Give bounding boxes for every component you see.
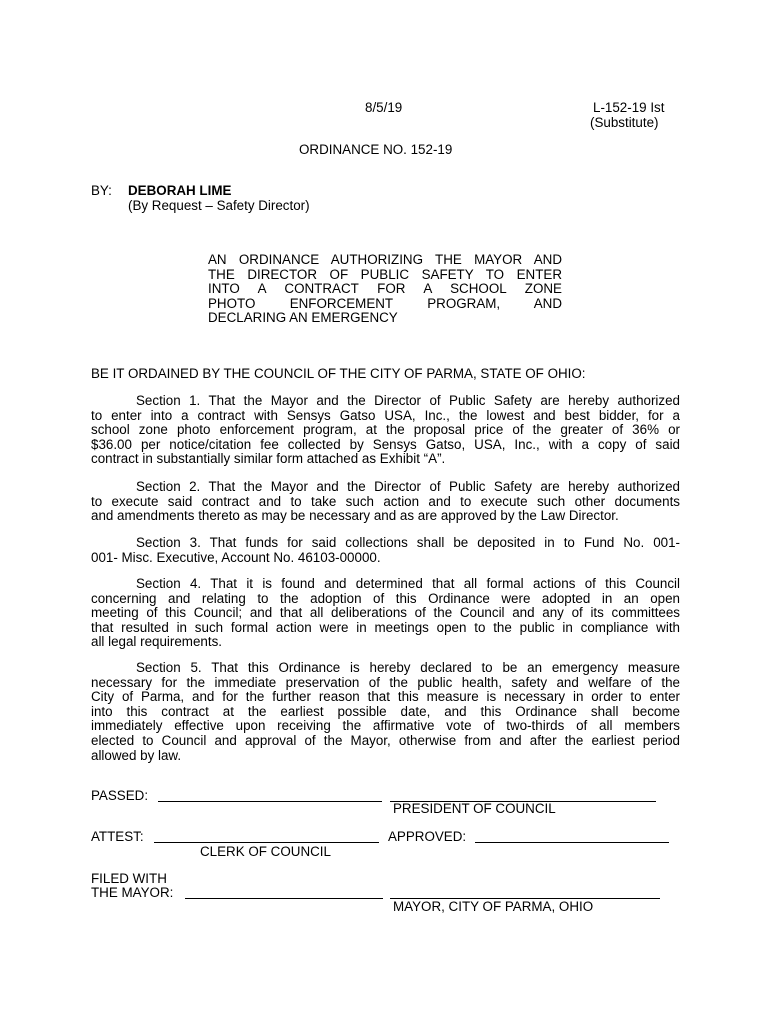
mayor-label: MAYOR, CITY OF PARMA, OHIO: [393, 899, 594, 914]
section-line: meeting of this Council; and that all deliberations of the Council and any of its committees: [91, 605, 680, 621]
filed-signature-line: [185, 898, 383, 899]
passed-label: PASSED:: [91, 788, 149, 803]
section-line: all legal requirements.: [91, 634, 222, 650]
clerk-of-council-label: CLERK OF COUNCIL: [200, 844, 331, 859]
section-line: concerning and relating to the adoption of this Ordinance were adopted in an open: [91, 590, 680, 606]
president-of-council-label: PRESIDENT OF COUNCIL: [393, 801, 556, 816]
section-line: City of Parma, and for the further reason that this measure is necessary in order to enter: [91, 689, 680, 705]
passed-signature-line: [158, 801, 382, 802]
title-line: THE DIRECTOR OF PUBLIC SAFETY TO ENTER: [208, 266, 562, 282]
section-line: Section 1. That the Mayor and the Director of Public Safety are hereby authorized: [136, 393, 680, 408]
the-mayor-label: THE MAYOR:: [91, 885, 174, 900]
section-line: elected to Council and approval of the Mayor, otherwise from and after the earliest period: [91, 732, 680, 748]
ordinance-number: ORDINANCE NO. 152-19: [299, 142, 453, 157]
section-line: Section 3. That funds for said collections shall be deposited in to Fund No. 001-: [136, 535, 680, 550]
doc-code-substitute: (Substitute): [590, 115, 659, 130]
title-line: INTO A CONTRACT FOR A SCHOOL ZONE: [208, 281, 562, 297]
title-line: AN ORDINANCE AUTHORIZING THE MAYOR AND: [208, 252, 562, 267]
section-line: necessary for the immediate preservation of the public health, safety and welfare of the: [91, 674, 680, 690]
section-4: [91, 577, 680, 650]
ordinance-title: [208, 253, 562, 326]
sponsor-name: DEBORAH LIME: [128, 183, 232, 198]
date: 8/5/19: [365, 100, 403, 115]
title-line: PHOTO ENFORCEMENT PROGRAM, AND: [208, 295, 562, 311]
section-line: $36.00 per notice/citation fee collected by Sensys Gatso, USA, Inc., with a copy of said: [91, 436, 680, 452]
title-line: DECLARING AN EMERGENCY: [208, 310, 398, 326]
section-line: contract in substantially similar form attached as Exhibit “A”.: [91, 451, 446, 467]
approved-label: APPROVED:: [388, 829, 467, 844]
section-line: and amendments thereto as may be necessary and as are approved by the Law Director.: [91, 508, 619, 524]
section-3: [91, 536, 680, 565]
section-line: Section 5. That this Ordinance is hereby declared to be an emergency measure: [136, 660, 680, 675]
section-line: 001- Misc. Executive, Account No. 46103-00000.: [91, 549, 381, 565]
section-line: Section 4. That it is found and determined that all formal actions of this Council: [136, 576, 680, 591]
approved-signature-line: [475, 842, 669, 843]
section-1: [91, 394, 680, 467]
section-line: to enter into a contract with Sensys Gatso USA, Inc., the lowest and best bidder, for a: [91, 407, 680, 423]
sponsor-request: (By Request – Safety Director): [128, 198, 310, 213]
filed-with-label: FILED WITH: [91, 871, 167, 886]
doc-code: L-152-19 Ist: [593, 100, 665, 115]
section-5: [91, 661, 680, 763]
section-line: into this contract at the earliest possible date, and this Ordinance shall become: [91, 703, 680, 719]
enacting-clause: BE IT ORDAINED BY THE COUNCIL OF THE CITY OF PARMA, STATE OF OHIO:: [91, 366, 586, 381]
section-line: allowed by law.: [91, 747, 182, 763]
section-line: Section 2. That the Mayor and the Director of Public Safety are hereby authorized: [136, 479, 680, 494]
section-line: school zone photo enforcement program, at the proposal price of the greater of 36% or: [91, 422, 680, 438]
section-line: that resulted in such formal action were in meetings open to the public in compliance with: [91, 619, 680, 635]
by-label: BY:: [91, 183, 112, 198]
attest-label: ATTEST:: [91, 829, 144, 844]
attest-signature-line: [154, 842, 379, 843]
section-line: immediately effective upon receiving the affirmative vote of two-thirds of all members: [91, 718, 680, 734]
section-2: [91, 480, 680, 524]
section-line: to execute said contract and to take such action and to execute such other documents: [91, 493, 680, 509]
